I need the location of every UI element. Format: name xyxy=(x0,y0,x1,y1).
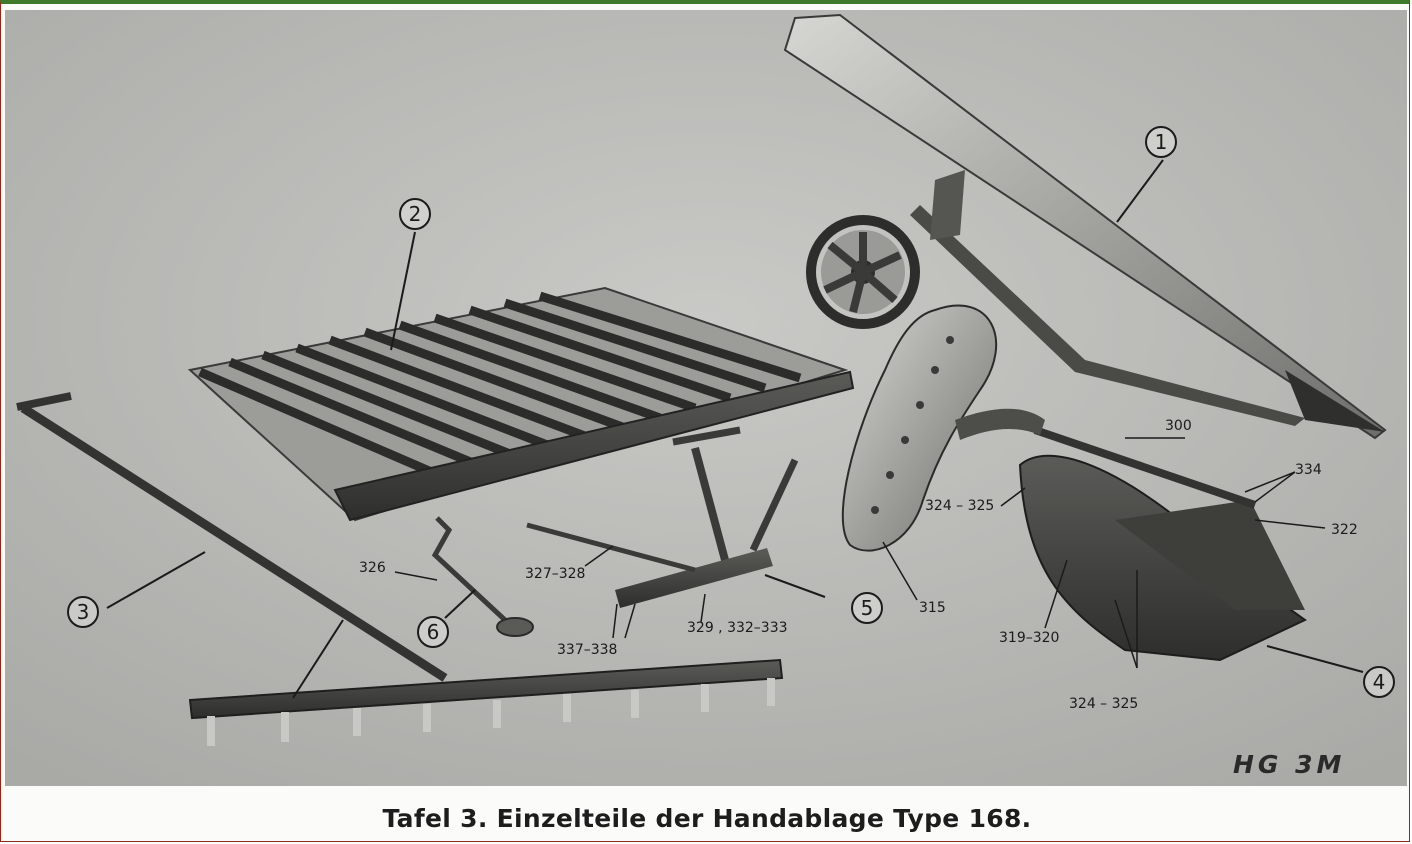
parts-illustration xyxy=(5,10,1407,786)
ref-324-325-bottom: 324 – 325 xyxy=(1069,696,1139,712)
part-number-4: 4 xyxy=(1363,666,1395,698)
part-number-6: 6 xyxy=(417,616,449,648)
part-number-1: 1 xyxy=(1145,126,1177,158)
ref-322: 322 xyxy=(1331,522,1358,538)
part-number-2: 2 xyxy=(399,198,431,230)
caption-prefix: Tafel 3. xyxy=(382,804,488,833)
caption-title: Einzelteile der Handablage Type 168. xyxy=(496,804,1032,833)
ref-326: 326 xyxy=(359,560,386,576)
ref-327-328: 327–328 xyxy=(525,566,586,582)
plate-mark: HG 3M xyxy=(1233,750,1346,779)
ref-337-338: 337–338 xyxy=(557,642,618,658)
figure-caption xyxy=(1,804,1412,833)
part-number-5: 5 xyxy=(851,592,883,624)
ref-324-325-top: 324 – 325 xyxy=(925,498,995,514)
ref-319-320: 319–320 xyxy=(999,630,1060,646)
ref-329-332-333: 329 , 332–333 xyxy=(687,620,788,636)
part-number-3: 3 xyxy=(67,596,99,628)
ref-300: 300 xyxy=(1165,418,1192,434)
ref-315: 315 xyxy=(919,600,946,616)
ref-334: 334 xyxy=(1295,462,1322,478)
